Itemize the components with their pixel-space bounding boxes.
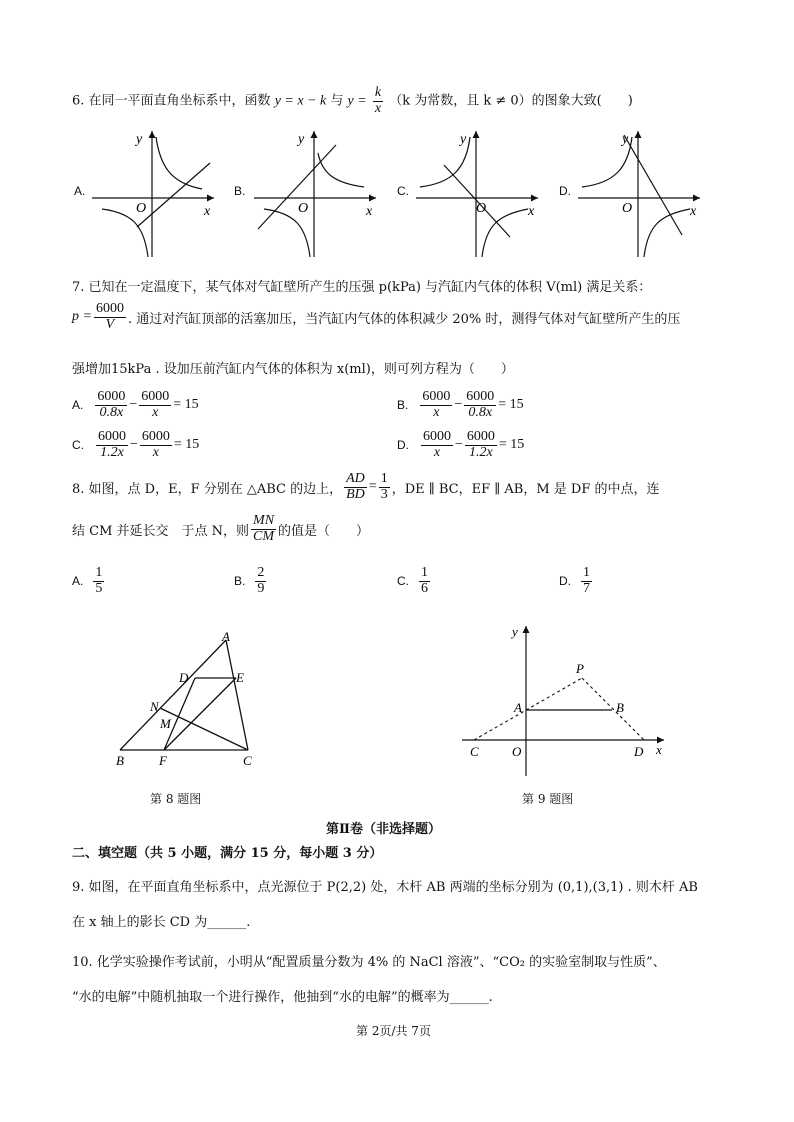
q7-p-lhs: p =	[72, 309, 92, 325]
origin-label: O	[476, 201, 487, 216]
q6-graph-a	[92, 125, 222, 260]
q8-option-c: C. $\frac{1}{6}$	[397, 565, 428, 596]
q8-option-a: A. $\frac{1}{5}$	[72, 565, 103, 596]
q6-option-a-label: A.	[74, 184, 86, 198]
q6-graph-c	[416, 125, 546, 260]
fig8-point-c: C	[243, 753, 252, 768]
figure-9	[460, 616, 680, 782]
q7-line2	[72, 302, 680, 332]
q10-line1: 10. 化学实验操作考试前，小明从“配置质量分数为 4% 的 NaCl 溶液”、“CO₂ 的实验室制取与性质”、	[72, 955, 666, 970]
axis-x-label: x	[204, 204, 211, 219]
q7-line3: 强增加15kPa . 设加压前汽缸内气体的体积为 x(ml)，则可列方程为（ ）	[72, 362, 514, 377]
axis-y-label: y	[460, 132, 467, 147]
origin-label: O	[622, 201, 633, 216]
q9-line2: 在 x 轴上的影长 CD 为______.	[72, 915, 251, 930]
q6-cond: （k 为常数，且 k ≠ 0）的图象大致( )	[389, 93, 633, 109]
section-title: 第Ⅱ卷（非选择题）	[326, 822, 441, 837]
fig9-axis-y: y	[512, 624, 518, 639]
fig9-point-b: B	[616, 700, 624, 715]
q8-option-d: D. $\frac{1}{7}$	[559, 565, 590, 596]
origin-label: O	[136, 201, 147, 216]
fig8-point-b: B	[116, 753, 124, 768]
fig8-point-d: D	[179, 670, 189, 685]
axis-x-label: x	[366, 204, 373, 219]
q6-prefix: 6. 在同一平面直角坐标系中，函数	[72, 93, 271, 109]
q7-p-frac: $\frac{6000}{V}$	[95, 301, 124, 332]
q6-graph-d	[578, 125, 708, 260]
fig8-point-n: N	[150, 699, 159, 714]
q10-line2: “水的电解”中随机抽取一个进行操作，他抽到“水的电解”的概率为______.	[72, 990, 493, 1005]
q6-option-d-label: D.	[559, 184, 571, 198]
q6-option-b-label: B.	[234, 184, 246, 198]
fig8-point-f: F	[159, 753, 167, 768]
q7-option-c: C. $\frac{6000}{1.2x}$ − $\frac{6000}{x}$ = 15	[72, 429, 200, 460]
q8-question-frac: $\frac{MN}{CM}$	[253, 513, 275, 544]
q8-line1: 8. 如图，点 D，E，F 分别在 △ABC 的边上， $\frac{AD}{BD}$ = $\frac{1}{3}$ ，DE ∥ BC，EF ∥ AB，M 是 DF 的中点，连	[72, 471, 660, 502]
q6-mid: 与	[330, 93, 344, 109]
figure-9-caption: 第 9 题图	[522, 792, 574, 806]
q8-option-b: B. $\frac{2}{9}$	[234, 565, 265, 596]
fig9-point-p: P	[576, 661, 584, 676]
fig9-point-c: C	[470, 744, 479, 759]
q8-line2: 结 CM 并延长交 于点 N，则 $\frac{MN}{CM}$ 的值是（ ）	[72, 513, 370, 544]
axis-x-label: x	[528, 204, 535, 219]
q6-f2-lhs: y =	[347, 93, 367, 109]
q7-option-a: A. $\frac{6000}{0.8x}$ − $\frac{6000}{x}$ = 15	[72, 389, 199, 420]
axis-y-label: y	[136, 132, 143, 147]
origin-label: O	[298, 201, 309, 216]
q6-stem	[72, 86, 633, 116]
part2-heading: 二、填空题（共 5 小题，满分 15 分，每小题 3 分）	[72, 846, 383, 861]
axis-y-label: y	[622, 132, 629, 147]
q7-option-b: B. $\frac{6000}{x}$ − $\frac{6000}{0.8x}$ = 15	[397, 389, 524, 420]
fig9-point-o: O	[512, 744, 522, 759]
figure-8	[108, 626, 268, 772]
fig9-point-a: A	[514, 700, 522, 715]
fig8-point-e: E	[236, 670, 244, 685]
q7-line1: 7. 已知在一定温度下，某气体对气缸壁所产生的压强 p(kPa) 与汽缸内气体的体积 V(ml) 满足关系：	[72, 280, 652, 295]
q6-f1: y = x − k	[274, 93, 327, 109]
fig9-point-d: D	[634, 744, 644, 759]
q6-f2-frac: $\frac{k}{x}$	[374, 85, 382, 116]
axis-x-label: x	[690, 204, 697, 219]
axis-y-label: y	[298, 132, 305, 147]
figure-8-caption: 第 8 题图	[150, 792, 202, 806]
q8-ratio-frac: $\frac{AD}{BD}$	[346, 471, 365, 502]
q6-graph-b	[254, 125, 384, 260]
q7-option-d: D. $\frac{6000}{x}$ − $\frac{6000}{1.2x}$ = 15	[397, 429, 525, 460]
q6-option-c-label: C.	[397, 184, 409, 198]
fig9-axis-x: x	[656, 742, 662, 757]
fig8-point-a: A	[222, 629, 230, 644]
q9-line1: 9. 如图，在平面直角坐标系中，点光源位于 P(2,2) 处，木杆 AB 两端的坐标分别为 (0,1),(3,1) . 则木杆 AB	[72, 880, 698, 895]
page-footer: 第 2页/共 7页	[356, 1024, 431, 1038]
fig8-point-m: M	[160, 716, 171, 731]
q7-line2-text: . 通过对汽缸顶部的活塞加压，当汽缸内气体的体积减少 20% 时，测得气体对气缸壁所产生的压	[127, 311, 681, 327]
